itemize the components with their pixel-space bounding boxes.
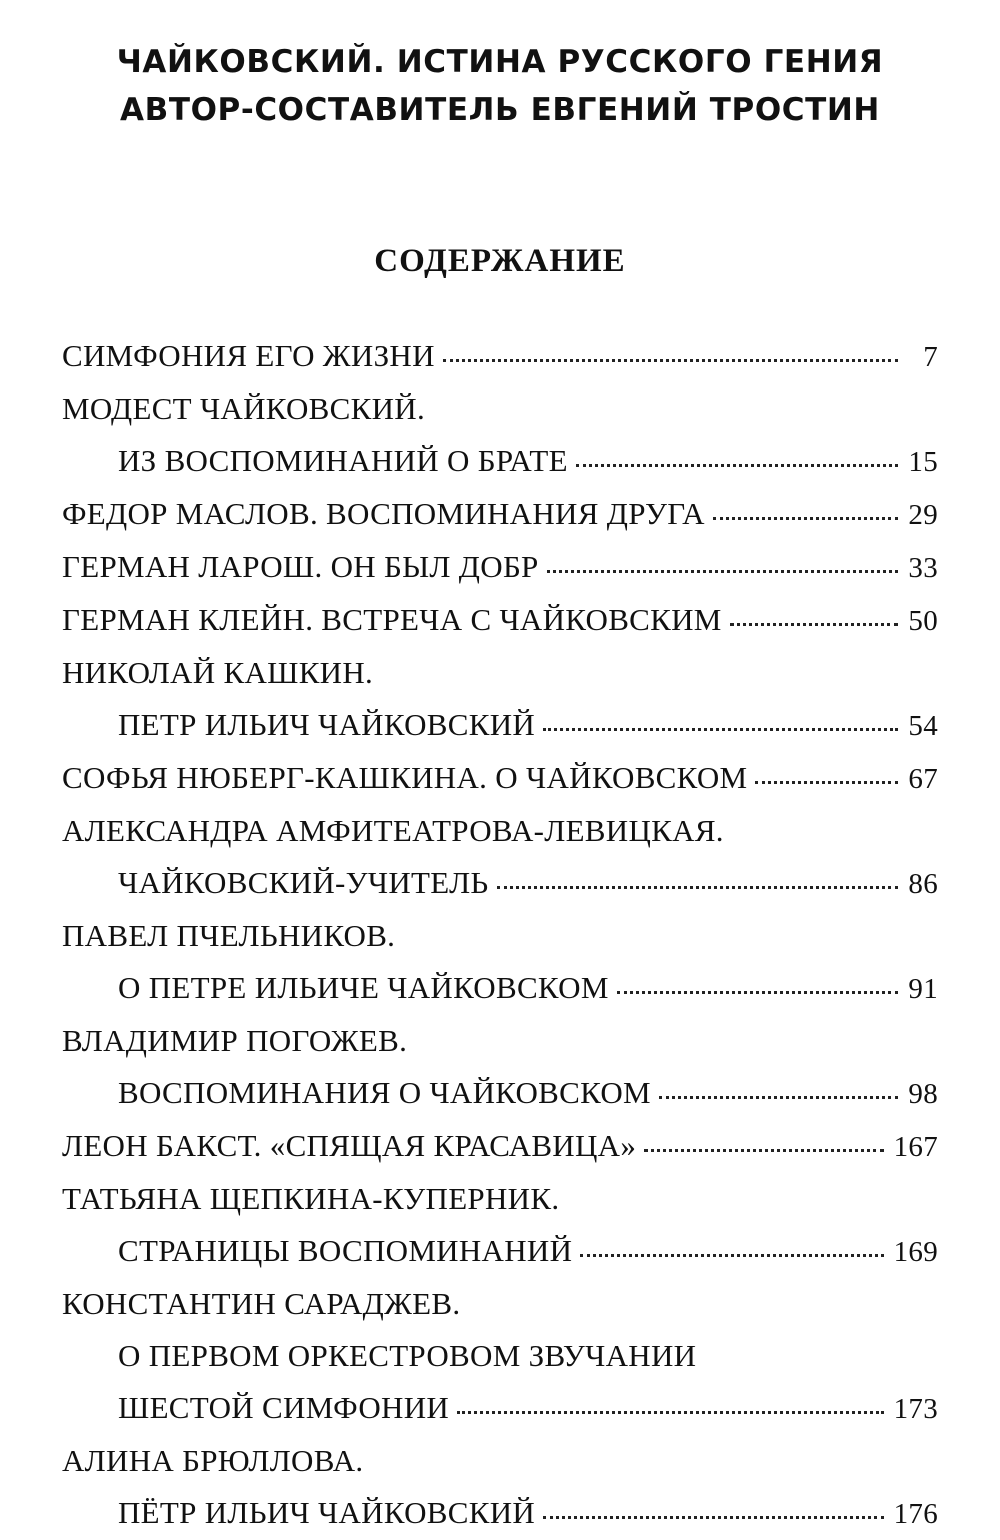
toc-entry-text: КОНСТАНТИН САРАДЖЕВ. <box>62 1286 461 1321</box>
toc-entry-text: ПЁТР ИЛЬИЧ ЧАЙКОВСКИЙ <box>118 1495 536 1530</box>
table-of-contents <box>62 330 938 1540</box>
toc-entry-title <box>62 805 938 857</box>
dot-leader <box>497 886 898 889</box>
toc-entry-text: О ПЕТРЕ ИЛЬИЧЕ ЧАЙКОВСКОМ <box>118 970 609 1005</box>
toc-entry-text: ИЗ ВОСПОМИНАНИЙ О БРАТЕ <box>118 443 568 478</box>
dot-leader <box>644 1149 883 1152</box>
toc-page-number: 7 <box>923 341 938 373</box>
toc-entry-title <box>62 488 938 541</box>
toc-page-number: 50 <box>908 605 938 637</box>
toc-entry-text: СТРАНИЦЫ ВОСПОМИНАНИЙ <box>118 1233 573 1268</box>
toc-entry-text: АЛИНА БРЮЛЛОВА. <box>62 1443 364 1478</box>
toc-entry-title <box>62 383 938 435</box>
toc-entry-text: ПАВЕЛ ПЧЕЛЬНИКОВ. <box>62 918 396 953</box>
toc-entry-title <box>62 1120 938 1173</box>
toc-page-number: 173 <box>893 1393 938 1425</box>
book-header <box>0 38 1000 134</box>
toc-entry <box>62 541 938 594</box>
toc-entry-text: О ПЕРВОМ ОРКЕСТРОВОМ ЗВУЧАНИИ <box>118 1338 697 1373</box>
toc-entry-subtitle <box>62 1330 938 1382</box>
toc-entry <box>62 647 938 752</box>
toc-entry <box>62 1278 938 1435</box>
dot-leader <box>713 517 898 520</box>
toc-entry <box>62 1173 938 1278</box>
dot-leader <box>443 359 898 362</box>
book-title: ЧАЙКОВСКИЙ. ИСТИНА РУССКОГО ГЕНИЯ <box>116 44 884 80</box>
toc-entry-title <box>62 1278 938 1330</box>
toc-entry-text: ЛЕОН БАКСТ. «СПЯЩАЯ КРАСАВИЦА» <box>62 1128 637 1163</box>
toc-entry <box>62 594 938 647</box>
toc-entry-text: ГЕРМАН ЛАРОШ. ОН БЫЛ ДОБР <box>62 549 539 584</box>
toc-entry-text: ВЛАДИМИР ПОГОЖЕВ. <box>62 1023 408 1058</box>
toc-entry-subtitle <box>62 435 938 488</box>
toc-entry-title <box>62 594 938 647</box>
toc-entry <box>62 1015 938 1120</box>
toc-page-number: 169 <box>893 1236 938 1268</box>
toc-entry <box>62 752 938 805</box>
toc-entry-text: ГЕРМАН КЛЕЙН. ВСТРЕЧА С ЧАЙКОВСКИМ <box>62 602 722 637</box>
toc-page-number: 176 <box>893 1498 938 1530</box>
dot-leader <box>617 991 898 994</box>
toc-entry <box>62 910 938 1015</box>
toc-entry-text: ШЕСТОЙ СИМФОНИИ <box>118 1390 450 1425</box>
toc-page-number: 86 <box>908 868 938 900</box>
dot-leader <box>755 781 898 784</box>
dot-leader <box>730 623 898 626</box>
toc-heading: СОДЕРЖАНИЕ <box>374 243 626 279</box>
toc-entry-title <box>62 752 938 805</box>
toc-entry-text: ФЕДОР МАСЛОВ. ВОСПОМИНАНИЯ ДРУГА <box>62 496 705 531</box>
toc-entry-title <box>62 1015 938 1067</box>
toc-entry-text: ЧАЙКОВСКИЙ-УЧИТЕЛЬ <box>118 865 489 900</box>
toc-entry-title <box>62 910 938 962</box>
toc-page-number: 98 <box>908 1078 938 1110</box>
dot-leader <box>659 1096 898 1099</box>
toc-entry-text: ПЕТР ИЛЬИЧ ЧАЙКОВСКИЙ <box>118 707 536 742</box>
toc-page-number: 29 <box>908 499 938 531</box>
dot-leader <box>543 728 898 731</box>
toc-entry <box>62 1435 938 1540</box>
dot-leader <box>543 1516 884 1519</box>
toc-page-number: 91 <box>908 973 938 1005</box>
toc-entry-subtitle <box>62 1225 938 1278</box>
toc-entry <box>62 383 938 488</box>
toc-entry-title <box>62 330 938 383</box>
toc-entry-subtitle <box>62 857 938 910</box>
toc-entry-text: СИМФОНИЯ ЕГО ЖИЗНИ <box>62 338 435 373</box>
toc-entry-subtitle <box>62 1382 938 1435</box>
toc-entry-subtitle <box>62 1067 938 1120</box>
toc-entry <box>62 1120 938 1173</box>
dot-leader <box>457 1411 884 1414</box>
toc-entry-text: ВОСПОМИНАНИЯ О ЧАЙКОВСКОМ <box>118 1075 651 1110</box>
toc-page-number: 67 <box>908 763 938 795</box>
toc-entry-text: МОДЕСТ ЧАЙКОВСКИЙ. <box>62 391 426 426</box>
toc-entry-subtitle <box>62 699 938 752</box>
toc-entry-title <box>62 1435 938 1487</box>
toc-page-number: 33 <box>908 552 938 584</box>
toc-page-number: 167 <box>893 1131 938 1163</box>
toc-entry <box>62 805 938 910</box>
toc-entry-title <box>62 647 938 699</box>
dot-leader <box>547 570 898 573</box>
toc-entry-title <box>62 1173 938 1225</box>
dot-leader <box>576 464 898 467</box>
toc-entry <box>62 488 938 541</box>
toc-entry-text: АЛЕКСАНДРА АМФИТЕАТРОВА-ЛЕВИЦКАЯ. <box>62 813 724 848</box>
toc-entry-text: СОФЬЯ НЮБЕРГ-КАШКИНА. О ЧАЙКОВСКОМ <box>62 760 748 795</box>
dot-leader <box>580 1254 883 1257</box>
toc-entry-subtitle <box>62 1487 938 1540</box>
toc-entry-text: НИКОЛАЙ КАШКИН. <box>62 655 374 690</box>
toc-page-number: 54 <box>908 710 938 742</box>
toc-entry-title <box>62 541 938 594</box>
toc-entry-subtitle <box>62 962 938 1015</box>
book-author: АВТОР-СОСТАВИТЕЛЬ ЕВГЕНИЙ ТРОСТИН <box>120 92 880 128</box>
toc-page-number: 15 <box>908 446 938 478</box>
toc-entry-text: ТАТЬЯНА ЩЕПКИНА-КУПЕРНИК. <box>62 1181 560 1216</box>
toc-entry <box>62 330 938 383</box>
